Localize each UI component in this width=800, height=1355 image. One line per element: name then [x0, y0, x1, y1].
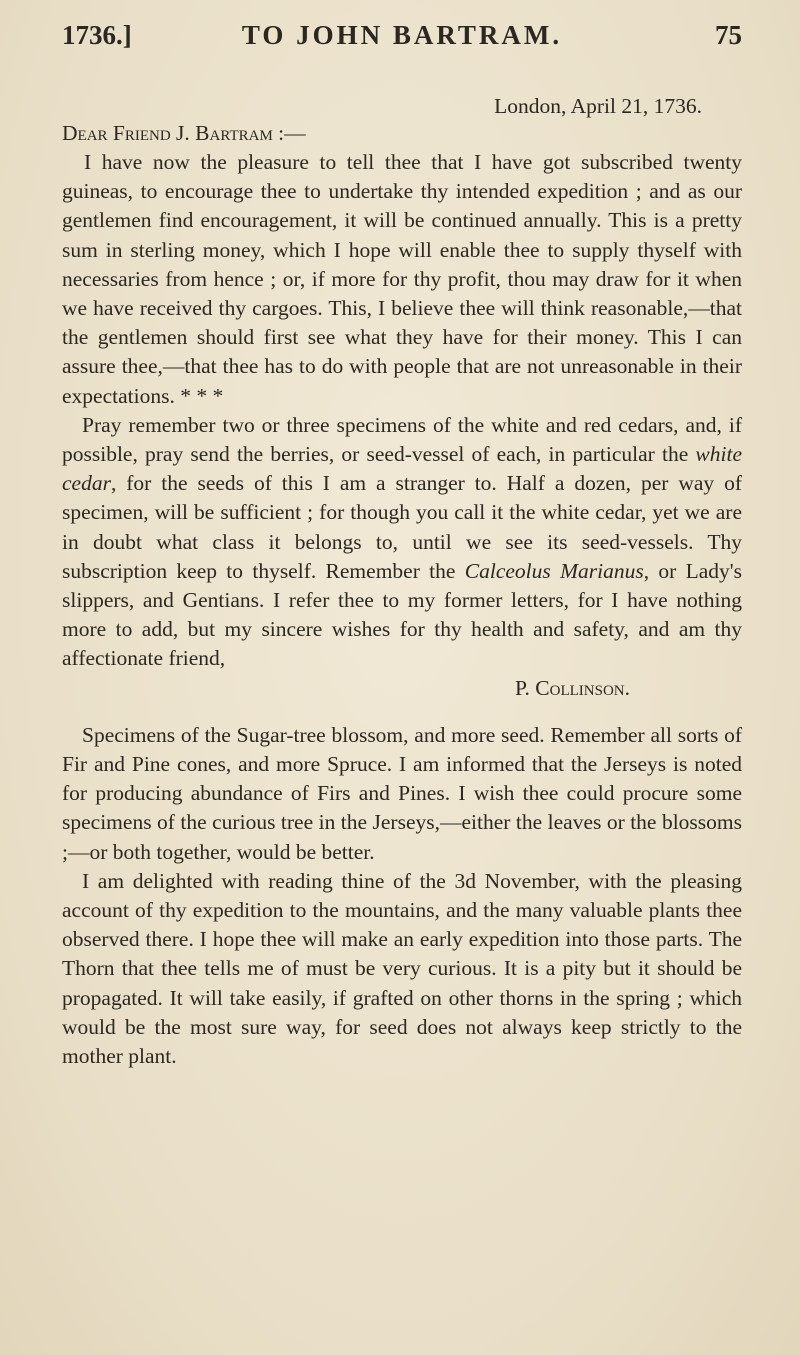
letter-paragraph-2: [62, 411, 742, 674]
letter-dateline: London, April 21, 1736.: [494, 94, 702, 118]
postscript-paragraph-2: I am delighted with reading thine of the 3d November, with the pleasing account of thy expedition to the mountains, and the many valuable plants thee observed there. I hope thee will make an early expedition into those parts. The Thorn that thee tells me of must be very curious. It is a pity but it should be propagated. It will take easily, if grafted on other thorns in the spring ; which would be the most sure way, for seed does not always keep strictly to the mother plant.: [62, 868, 742, 1069]
italic-white-cedar: white cedar: [62, 442, 742, 496]
postscript-paragraph-1: Specimens of the Sugar-tree blossom, and more seed. Remember all sorts of Fir and Pine cones, and more Spruce. I am informed that the Jerseys is noted for producing abundance of Firs and Pines. I wish thee could procure some specimens of the curious tree in the Jerseys,—either the leaves or the blossoms ;—or both together, would be better.: [62, 722, 742, 864]
letter-paragraph-2-part-b: , for the seeds of this I am a stranger to. Half a dozen, per way of specimen, will be sufficient ; for though you call it the white cedar, yet we are in doubt what class it belongs to, until we see its seed-vessels. Thy subscription keep to thyself. Remember the: [62, 471, 742, 583]
italic-calceolus-marianus: Calceolus Marianus: [464, 558, 644, 583]
page-number: 75: [715, 20, 742, 50]
letter-salutation: Dear Friend J. Bartram :—: [62, 121, 306, 145]
running-header: [62, 20, 742, 64]
letter-paragraph-1: I have now the pleasure to tell thee that I have got subscribed twenty guineas, to encourage thee to undertake thy intended expedition ; and as our gentlemen find encouragement, it will be continued annually. This is a pretty sum in sterling money, which I hope will enable thee to supply thyself with necessaries from hence ; or, if more for thy profit, thou may draw for it when we have received thy cargoes. This, I believe thee will think reasonable,—that the gentlemen should first see what they have for their money. This I can assure thee,—that thee has to do with people that are not unreasonable in their expectations. * * *: [62, 150, 742, 408]
header-title: TO JOHN BARTRAM.: [241, 20, 563, 50]
header-year: 1736.]: [62, 20, 132, 50]
letter-paragraph-2-part-c: , or Lady's slippers, and Gentians. I refer thee to my former letters, for I have nothing more to add, but my sincere wishes for thy health and safety, and am thy affectionate friend,: [62, 558, 743, 671]
letter-paragraph-2-part-a: Pray remember two or three specimens of the white and red cedars, and, if possible, pray send the berries, or seed-vessel of each, in particular the: [62, 412, 742, 467]
letter-signature: P. Collinson.: [514, 675, 630, 700]
